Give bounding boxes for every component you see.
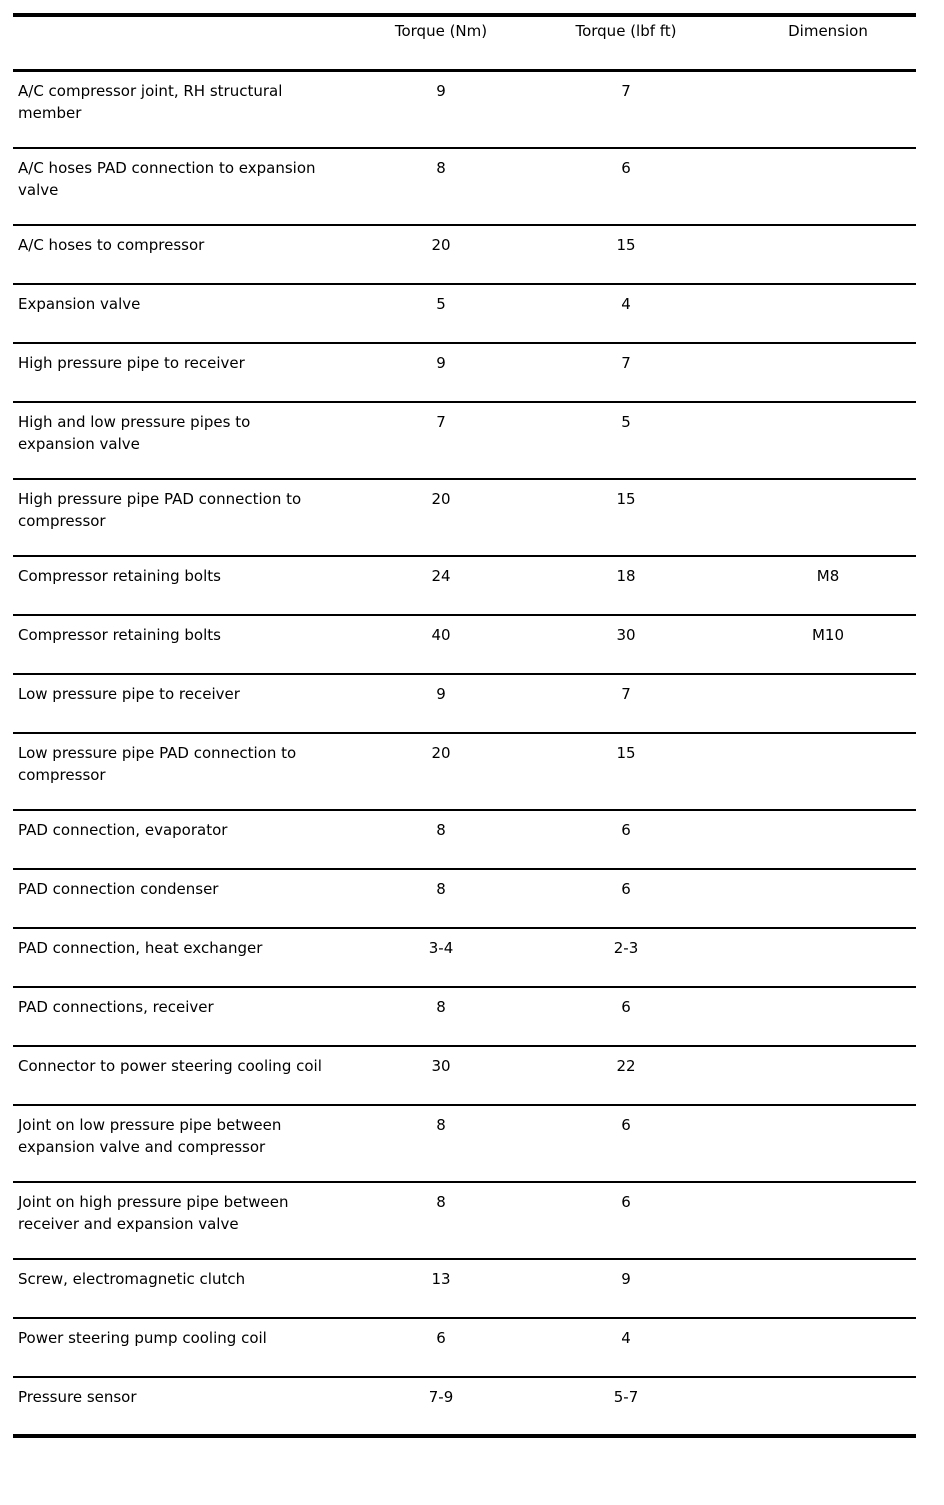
table-row [13,869,916,928]
fastener-label-cell: PAD connection, evaporator [13,810,370,869]
torque-lbf-cell: 30 [512,615,740,674]
dimension-cell [740,1318,916,1377]
torque-lbf-cell: 6 [512,869,740,928]
torque-nm-cell: 8 [370,1182,512,1259]
torque-lbf-cell: 4 [512,1318,740,1377]
table-row [13,343,916,402]
torque-lbf-cell: 18 [512,556,740,615]
torque-lbf-header: Torque (lbf ft) [512,15,740,70]
torque-nm-cell: 30 [370,1046,512,1105]
table-row [13,70,916,148]
header-row [13,15,916,70]
fastener-label-cell: PAD connections, receiver [13,987,370,1046]
fastener-label-cell: Expansion valve [13,284,370,343]
torque-lbf-cell: 6 [512,1182,740,1259]
torque-nm-header: Torque (Nm) [370,15,512,70]
torque-nm-cell: 8 [370,869,512,928]
fastener-label-cell: A/C hoses PAD connection to expansion valve [13,148,370,225]
torque-nm-cell: 8 [370,810,512,869]
torque-nm-cell: 13 [370,1259,512,1318]
torque-nm-cell: 20 [370,479,512,556]
torque-nm-cell: 7-9 [370,1377,512,1436]
table-row [13,1105,916,1182]
fastener-label-cell: A/C hoses to compressor [13,225,370,284]
fastener-label-cell: Compressor retaining bolts [13,556,370,615]
torque-lbf-cell: 7 [512,674,740,733]
dimension-cell [740,1259,916,1318]
torque-spec-table [13,13,916,1438]
torque-lbf-cell: 15 [512,225,740,284]
torque-nm-cell: 20 [370,225,512,284]
torque-lbf-cell: 2-3 [512,928,740,987]
torque-lbf-cell: 5 [512,402,740,479]
dimension-cell [740,733,916,810]
dimension-cell [740,402,916,479]
dimension-cell [740,869,916,928]
dimension-cell [740,70,916,148]
torque-nm-cell: 40 [370,615,512,674]
table-row [13,1377,916,1436]
fastener-label-cell: A/C compressor joint, RH structural member [13,70,370,148]
table-row [13,928,916,987]
dimension-cell [740,479,916,556]
torque-lbf-cell: 4 [512,284,740,343]
torque-lbf-cell: 6 [512,1105,740,1182]
torque-nm-cell: 3-4 [370,928,512,987]
table-row [13,225,916,284]
fastener-label-cell: High pressure pipe to receiver [13,343,370,402]
table-row [13,987,916,1046]
fastener-label-cell: Connector to power steering cooling coil [13,1046,370,1105]
fastener-label-cell: Low pressure pipe PAD connection to compressor [13,733,370,810]
torque-nm-cell: 9 [370,674,512,733]
fastener-label-cell: PAD connection, heat exchanger [13,928,370,987]
dimension-cell [740,225,916,284]
dimension-cell [740,343,916,402]
table-row [13,1318,916,1377]
torque-lbf-cell: 7 [512,343,740,402]
torque-lbf-cell: 7 [512,70,740,148]
fastener-label-cell: Power steering pump cooling coil [13,1318,370,1377]
torque-nm-cell: 20 [370,733,512,810]
torque-nm-cell: 9 [370,70,512,148]
table-row [13,479,916,556]
fastener-label-cell: Joint on high pressure pipe between receiver and expansion valve [13,1182,370,1259]
table-row [13,674,916,733]
torque-nm-cell: 9 [370,343,512,402]
fastener-label-cell: PAD connection condenser [13,869,370,928]
torque-nm-cell: 24 [370,556,512,615]
fastener-label-cell: High pressure pipe PAD connection to compressor [13,479,370,556]
torque-nm-cell: 6 [370,1318,512,1377]
table-row [13,556,916,615]
torque-lbf-cell: 15 [512,479,740,556]
dimension-cell [740,1182,916,1259]
fastener-label-cell: Pressure sensor [13,1377,370,1436]
table-row [13,284,916,343]
torque-lbf-cell: 6 [512,148,740,225]
dimension-cell [740,284,916,343]
dimension-header: Dimension [740,15,916,70]
document-page [13,13,944,1438]
table-row [13,810,916,869]
dimension-cell [740,1105,916,1182]
torque-nm-cell: 8 [370,148,512,225]
dimension-cell [740,987,916,1046]
fastener-label-cell: Joint on low pressure pipe between expansion valve and compressor [13,1105,370,1182]
table-row [13,1046,916,1105]
torque-lbf-cell: 6 [512,987,740,1046]
torque-nm-cell: 8 [370,987,512,1046]
table-row [13,615,916,674]
table-row [13,733,916,810]
fastener-column-header [13,15,370,70]
torque-lbf-cell: 6 [512,810,740,869]
torque-nm-cell: 7 [370,402,512,479]
fastener-label-cell: Low pressure pipe to receiver [13,674,370,733]
torque-lbf-cell: 9 [512,1259,740,1318]
dimension-cell [740,810,916,869]
dimension-cell [740,1046,916,1105]
fastener-label-cell: High and low pressure pipes to expansion valve [13,402,370,479]
table-row [13,1182,916,1259]
fastener-label-cell: Compressor retaining bolts [13,615,370,674]
dimension-cell [740,674,916,733]
torque-lbf-cell: 15 [512,733,740,810]
dimension-cell: M8 [740,556,916,615]
torque-nm-cell: 5 [370,284,512,343]
dimension-cell [740,928,916,987]
torque-lbf-cell: 22 [512,1046,740,1105]
torque-lbf-cell: 5-7 [512,1377,740,1436]
fastener-label-cell: Screw, electromagnetic clutch [13,1259,370,1318]
dimension-cell: M10 [740,615,916,674]
table-row [13,1259,916,1318]
torque-nm-cell: 8 [370,1105,512,1182]
table-row [13,402,916,479]
dimension-cell [740,148,916,225]
dimension-cell [740,1377,916,1436]
table-row [13,148,916,225]
